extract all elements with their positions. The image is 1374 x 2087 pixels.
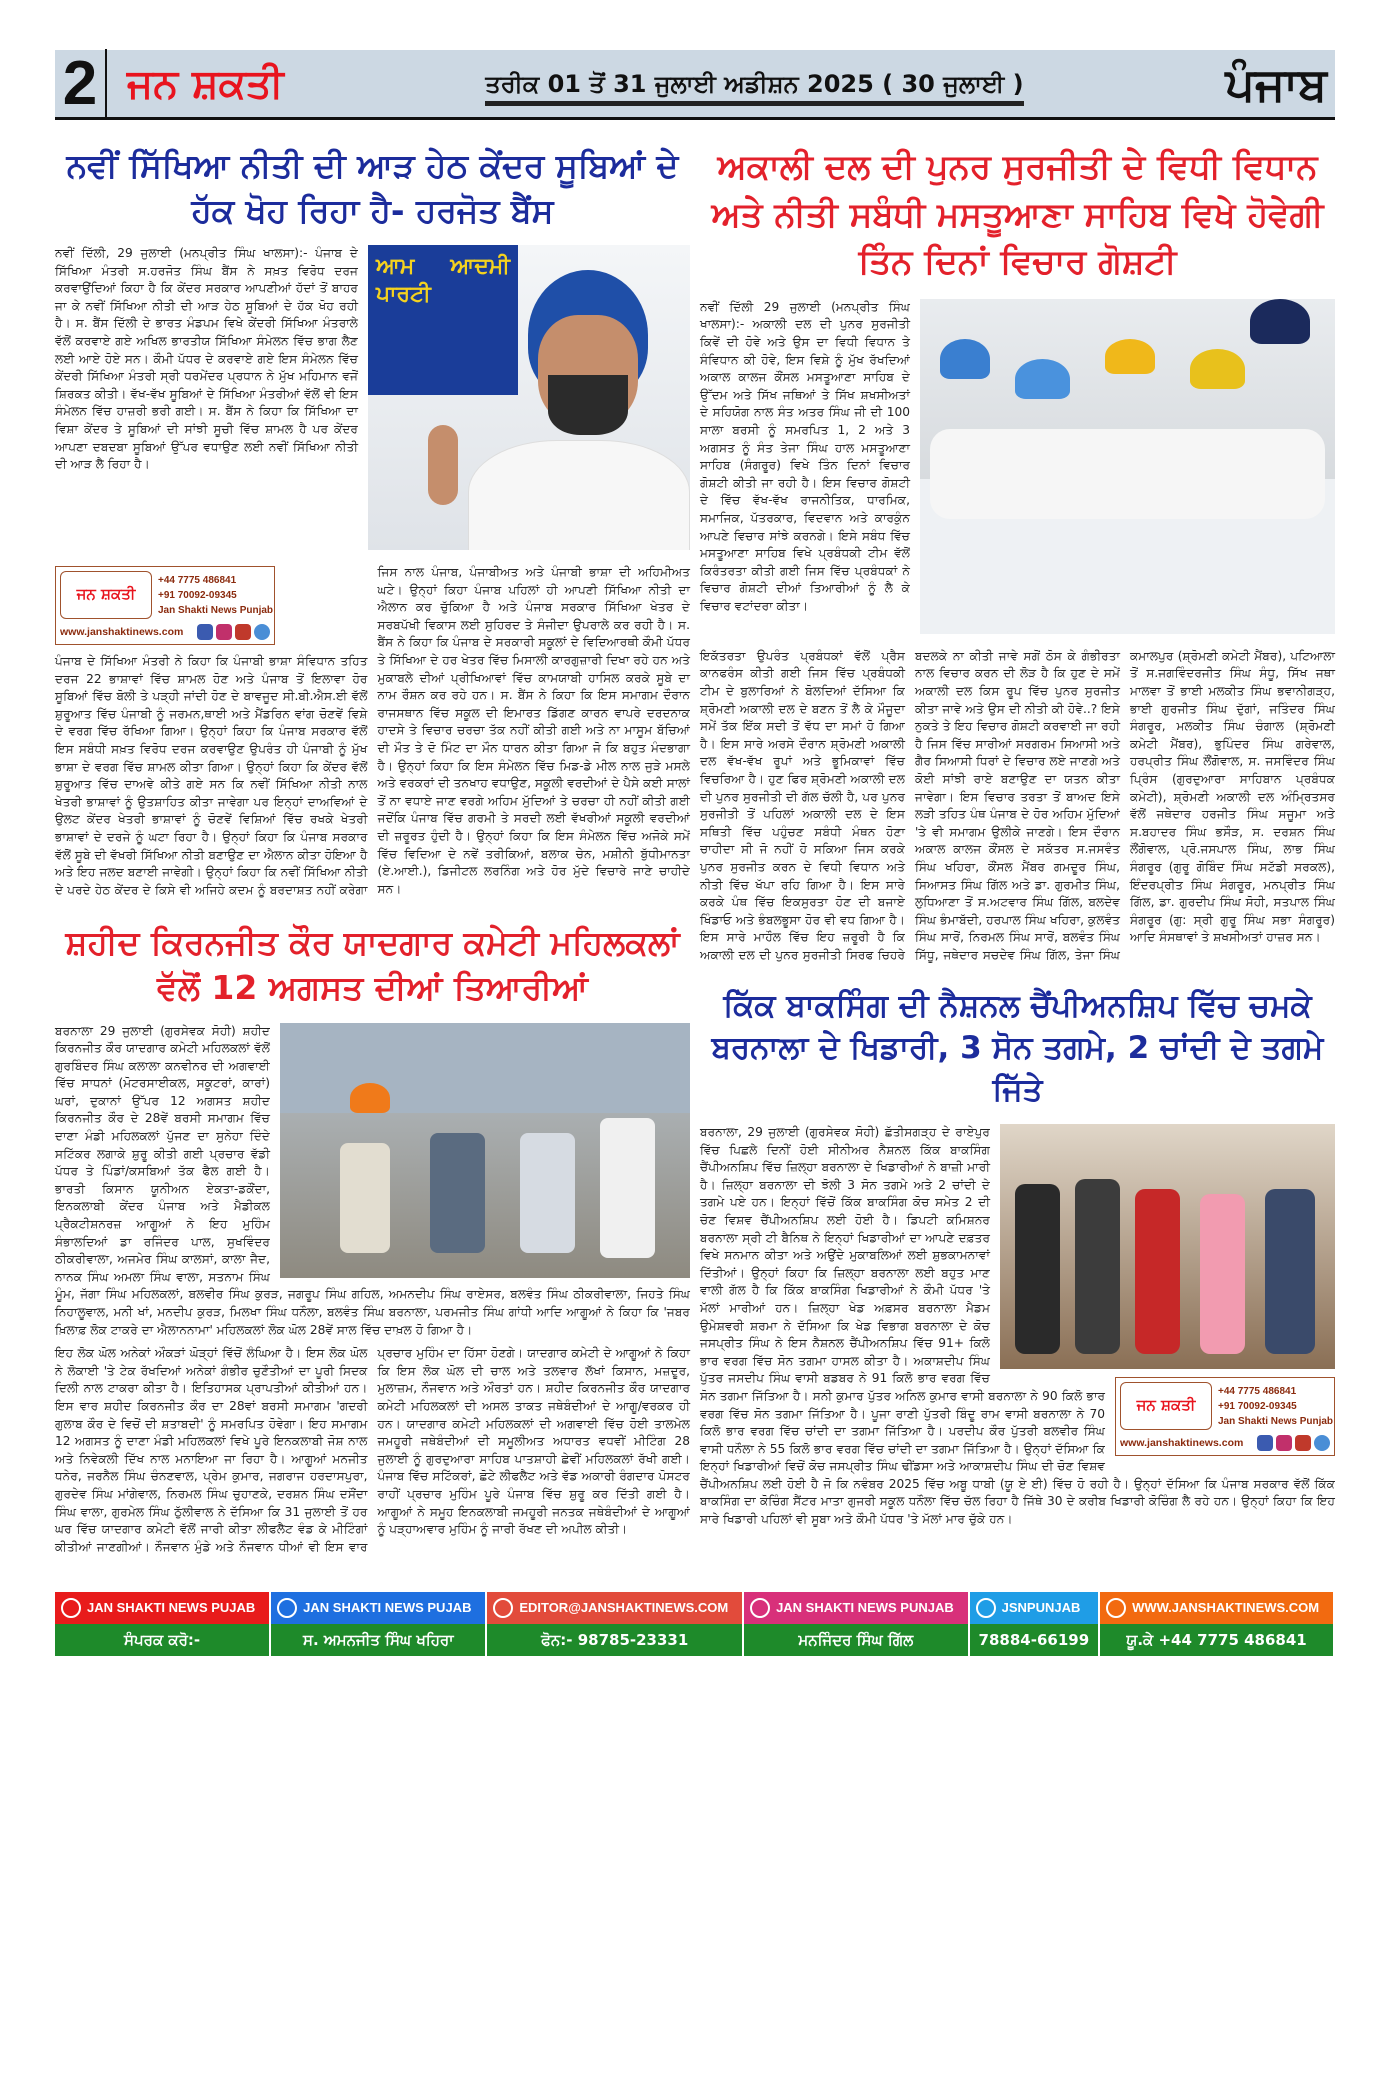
instagram-icon — [1276, 1435, 1292, 1451]
article-lead: ਨਵੀਂ ਦਿੱਲੀ 29 ਜੁਲਾਈ (ਮਨਪ੍ਰੀਤ ਸਿੰਘ ਖਾਲਸਾ):- ਅਕਾਲੀ ਦਲ ਦੀ ਪੁਨਰ ਸੁਰਜੀਤੀ ਕਿਵੇਂ ਦੀ ਹੋਵੇ ਅਤੇ ਉਸ ਦਾ ਵਿਧੀ ਵਿਧਾਨ ਤੇ ਸੰਵਿਧਾਨ ਕੀ ਹੋਵੇ, ਇਸ ਵਿਸ਼ੇ ਨੂੰ ਮੁੱਖ ਰੱਖਦਿਆਂ ਅਕਾਲ ਕਾਲਜ ਕੌਂਸਲ ਮਸਤੂਆਣਾ ਸਾਹਿਬ ਦੇ ਉੱਦਮ ਅਤੇ ਸਿੱਖ ਜਥਿਆਂ ਤੇ ਸਿੱਖ ਸ਼ਖਸੀਅਤਾਂ ਦੇ ਸਹਿਯੋਗ ਨਾਲ ਸੰਤ ਅਤਰ ਸਿੰਘ ਜੀ ਦੀ 100 ਸਾਲਾ ਬਰਸੀ ਨੂੰ ਸਮਰਪਿਤ 1, 2 ਅਤੇ 3 ਅਗਸਤ ਨੂੰ ਸੰਤ ਤੇਜਾ ਸਿੰਘ ਹਾਲ ਮਸਤੂਆਣਾ ਸਾਹਿਬ (ਸੰਗਰੂਰ) ਵਿਖੇ ਤਿੰਨ ਦਿਨਾਂ ਵਿਚਾਰ ਗੋਸ਼ਟੀ ਕੀਤੀ ਜਾ ਰਹੀ ਹੈ। ਇਸ ਵਿਚਾਰ ਗੋਸ਼ਟੀ ਦੇ ਵਿੱਚ ਵੱਖ-ਵੱਖ ਰਾਜਨੀਤਿਕ, ਧਾਰਮਿਕ, ਸਮਾਜਿਕ, ਪੱਤਰਕਾਰ, ਵਿਦਵਾਨ ਅਤੇ ਕਾਰਕੁੰਨ ਆਪਣੇ ਵਿਚਾਰ ਸਾਂਝੇ ਕਰਨਗੇ। ਇਸੇ ਸਬੰਧ ਵਿੱਚ ਮਸਤੂਆਣਾ ਸਾਹਿਬ ਵਿਖੇ ਪ੍ਰਬੰਧਕੀ ਟੀਮ ਵੱਲੋਂ ਕਿਰੰਤਰਤਾ ਕੀਤੀ ਗਈ ਜਿਸ ਵਿੱਚ ਪ੍ਰਬੰਧਕਾਂ ਨੇ ਵਿਚਾਰ ਗੋਸ਼ਟੀ ਦੀਆਂ ਤਿਆਰੀਆਂ ਨੂੰ ਲੈ ਕੇ ਵਿਚਾਰ ਵਟਾਂਦਰਾ ਕੀਤਾ। — [700, 299, 910, 613]
footer-link-label: JSNPUNJAB — [1001, 1600, 1081, 1616]
article-lead-block — [700, 299, 1335, 642]
footer-link-globe[interactable] — [1100, 1592, 1335, 1624]
footer-link-facebook[interactable] — [271, 1592, 487, 1624]
headline-akali-dal: ਅਕਾਲੀ ਦਲ ਦੀ ਪੁਨਰ ਸੁਰਜੀਤੀ ਦੇ ਵਿਧੀ ਵਿਧਾਨ ਅਤੇ ਨੀਤੀ ਸਬੰਧੀ ਮਸਤੂਆਣਾ ਸਾਹਿਬ ਵਿਖੇ ਹੋਵੇਗੀ ਤਿੰਨ ਦਿਨਾਂ ਵਿਚਾਰ ਗੋਸ਼ਟੀ — [711, 147, 1324, 283]
right-column — [700, 144, 1335, 1578]
ad-website: www.janshaktinews.com — [60, 626, 184, 639]
youtube-icon — [61, 1598, 81, 1618]
article-body-text: ਪੰਜਾਬ ਦੇ ਸਿੱਖਿਆ ਮੰਤਰੀ ਨੇ ਕਿਹਾ ਕਿ ਪੰਜਾਬੀ ਭਾਸ਼ਾ ਸੰਵਿਧਾਨ ਤਹਿਤ ਦਰਜ 22 ਭਾਸ਼ਾਵਾਂ ਵਿੱਚ ਸ਼ਾਮਲ ਹੋਣ ਅਤੇ ਪੰਜਾਬ ਤੋਂ ਇਲਾਵਾ ਹੋਰ ਸੂਬਿਆਂ ਵਿੱਚ ਬੋਲੀ ਤੇ ਪੜ੍ਹੀ ਜਾਂਦੀ ਹੋਣ ਦੇ ਬਾਵਜੂਦ ਸੀ.ਬੀ.ਐਸ.ਈ ਵੱਲੋਂ ਸ਼ੁਰੂਆਤ ਵਿੱਚ ਪੰਜਾਬੀ ਨੂੰ ਜਰਮਨ,ਥਾਈ ਅਤੇ ਮੈਂਡਰਿਨ ਵਾਂਗ ਚੋਣਵੇਂ ਵਿਸ਼ੇ ਦੇ ਵਰਗ ਵਿੱਚ ਰੱਖਿਆ ਗਿਆ। ਉਨ੍ਹਾਂ ਕਿਹਾ ਕਿ ਪੰਜਾਬ ਸਰਕਾਰ ਵੱਲੋਂ ਇਸ ਸਬੰਧੀ ਸਖ਼ਤ ਵਿਰੋਧ ਦਰਜ ਕਰਵਾਉਣ ਉਪਰੰਤ ਹੀ ਪੰਜਾਬੀ ਨੂੰ ਮੁੱਖ ਭਾਸ਼ਾ ਦੇ ਵਰਗ ਵਿੱਚ ਸ਼ਾਮਲ ਕੀਤਾ ਗਿਆ। ਉਨ੍ਹਾਂ ਕਿਹਾ ਕਿ ਕੇਂਦਰ ਵੱਲੋਂ ਸ਼ੁਰੂਆਤ ਵਿੱਚ ਦਾਅਵੇ ਕੀਤੇ ਗਏ ਸਨ ਕਿ ਨਵੀਂ ਸਿੱਖਿਆ ਨੀਤੀ ਨਾਲ ਖੇਤਰੀ ਭਾਸ਼ਾਵਾਂ ਨੂੰ ਉਤਸ਼ਾਹਿਤ ਕੀਤਾ ਜਾਵੇਗਾ ਪਰ ਇਨ੍ਹਾਂ ਦਾਅਵਿਆਂ ਦੇ ਉਲਟ ਕੇਂਦਰ ਖੇਤਰੀ ਭਾਸ਼ਾਵਾਂ ਨੂੰ ਚੋਣਵੇਂ ਵਿਸ਼ਿਆਂ ਵਿੱਚ ਰਖਕੇ ਖੇਤਰੀ ਭਾਸ਼ਾਵਾਂ ਦੇ ਦਰਜੇ ਨੂੰ ਘਟਾ ਰਿਹਾ ਹੈ। ਉਨ੍ਹਾਂ ਕਿਹਾ ਕਿ ਪੰਜਾਬ ਸਰਕਾਰ ਵੱਲੋਂ ਸੂਬੇ ਦੀ ਵੱਖਰੀ ਸਿੱਖਿਆ ਨੀਤੀ ਬਣਾਉਣ ਦਾ ਐਲਾਨ ਕੀਤਾ ਹੋਇਆ ਹੈ ਅਤੇ ਇਹ ਜਲਦ ਬਣਾਈ ਜਾਵੇਗੀ। ਉਨ੍ਹਾਂ ਕਿਹਾ ਕਿ ਨਵੀਂ ਸਿੱਖਿਆ ਨੀਤੀ ਦੇ ਪਰਦੇ ਹੇਠ ਕੇਂਦਰ ਦੇ ਕਿਸੇ ਵੀ ਅਜਿਹੇ ਕਦਮ ਨੂੰ ਬਰਦਾਸ਼ਤ ਨਹੀਂ ਕਰੇਗਾ ਜਿਸ ਨਾਲ ਪੰਜਾਬ, ਪੰਜਾਬੀਅਤ ਅਤੇ ਪੰਜਾਬੀ ਭਾਸ਼ਾ ਦੀ ਅਹਿਮੀਅਤ ਘਟੇ। ਉਨ੍ਹਾਂ ਕਿਹਾ ਪੰਜਾਬ ਪਹਿਲਾਂ ਹੀ ਆਪਣੀ ਸਿੱਖਿਆ ਨੀਤੀ ਦਾ ਐਲਾਨ ਕਰ ਚੁੱਕਿਆ ਹੈ ਅਤੇ ਪੰਜਾਬ ਸਰਕਾਰ ਸਿੱਖਿਆ ਖੇਤਰ ਦੇ ਸਰਬਪੱਖੀ ਵਿਕਾਸ ਲਈ ਸੁਹਿਰਦ ਤੇ ਸੰਜੀਦਾ ਉਪਰਾਲੇ ਕਰ ਰਹੀ ਹੈ। ਸ. ਬੈਂਸ ਨੇ ਕਿਹਾ ਕਿ ਪੰਜਾਬ ਦੇ ਸਰਕਾਰੀ ਸਕੂਲਾਂ ਦੇ ਵਿਦਿਆਰਥੀ ਕੌਮੀ ਪੱਧਰ ਤੇ ਸਿੱਖਿਆ ਦੇ ਹਰ ਖੇਤਰ ਵਿੱਚ ਮਿਸਾਲੀ ਕਾਰਗੁਜ਼ਾਰੀ ਦਿਖਾ ਰਹੇ ਹਨ ਅਤੇ ਮੁਕਾਬਲੇ ਦੀਆਂ ਪ੍ਰੀਖਿਆਵਾਂ ਵਿੱਚ ਕਾਮਯਾਬੀ ਹਾਸਿਲ ਕਰਕੇ ਸੂਬੇ ਦਾ ਨਾਮ ਰੌਸ਼ਨ ਕਰ ਰਹੇ ਹਨ। ਸ. ਬੈਂਸ ਨੇ ਕਿਹਾ ਕਿ ਇਸ ਸਮਾਗਮ ਦੌਰਾਨ ਰਾਜਸਥਾਨ ਵਿੱਚ ਸਕੂਲ ਦੀ ਇਮਾਰਤ ਡਿੱਗਣ ਕਾਰਨ ਵਾਪਰੇ ਦਰਦਨਾਕ ਹਾਦਸੇ ਤੇ ਵਿਚਾਰ ਚਰਚਾ ਤੱਕ ਨਹੀਂ ਕੀਤੀ ਗਈ ਅਤੇ ਨਾ ਮਾਸੂਮ ਬੱਚਿਆਂ ਦੀ ਮੌਤ ਤੇ ਦੋ ਮਿੰਟ ਦਾ ਮੌਨ ਧਾਰਨ ਕੀਤਾ ਗਿਆ ਜੋ ਕਿ ਬਹੁਤ ਮੰਦਭਾਗਾ ਹੈ। ਉਨ੍ਹਾਂ ਕਿਹਾ ਕਿ ਇਸ ਸੰਮੇਲਨ ਵਿੱਚ ਮਿਡ-ਡੇ ਮੀਲ ਨਾਲ ਜੁੜੇ ਮਸਲੇ ਅਤੇ ਵਰਕਰਾਂ ਦੀ ਤਨਖਾਹ ਵਧਾਉਣ, ਸਕੂਲੀ ਵਰਦੀਆਂ ਦੇ ਪੈਸੇ ਕਈ ਸਾਲਾਂ ਤੋਂ ਨਾ ਵਧਾਏ ਜਾਣ ਵਰਗੇ ਅਹਿਮ ਮੁੱਦਿਆਂ ਤੇ ਚਰਚਾ ਹੀ ਨਹੀਂ ਕੀਤੀ ਗਈ ਜਦੋਂਕਿ ਪੰਜਾਬ ਵਿੱਚ ਗਰਮੀ ਤੇ ਸਰਦੀ ਲਈ ਵੱਖਰੀਆਂ ਸਕੂਲੀ ਵਰਦੀਆਂ ਦੀ ਜ਼ਰੂਰਤ ਹੁੰਦੀ ਹੈ। ਉਨ੍ਹਾਂ ਕਿਹਾ ਕਿ ਇਸ ਸੰਮੇਲਨ ਵਿੱਚ ਅਜੋਕੇ ਸਮੇਂ ਵਿੱਚ ਵਿਦਿਆ ਦੇ ਨਵੇਂ ਤਰੀਕਿਆਂ, ਬਲਾਕ ਚੇਨ, ਮਸ਼ੀਨੀ ਬੁੱਧੀਮਾਨਤਾ (ਏ.ਆਈ.), ਡਿਜੀਟਲ ਲਰਨਿੰਗ ਅਤੇ ਹੋਰ ਮੁੱਦੇ ਵਿਚਾਰੇ ਜਾਣੇ ਚਾਹੀਦੇ ਸਨ। — [55, 565, 690, 897]
article-lead: ਨਵੀਂ ਦਿੱਲੀ, 29 ਜੁਲਾਈ (ਮਨਪ੍ਰੀਤ ਸਿੰਘ ਖਾਲਸਾ):- ਪੰਜਾਬ ਦੇ ਸਿੱਖਿਆ ਮੰਤਰੀ ਸ.ਹਰਜੋਤ ਸਿੰਘ ਬੈਂਸ ਨੇ ਸਖ਼ਤ ਵਿਰੋਧ ਦਰਜ ਕਰਵਾਉਂਦਿਆਂ ਕਿਹਾ ਹੈ ਕਿ ਕੇਂਦਰ ਸਰਕਾਰ ਆਪਣੀਆਂ ਹੱਦਾਂ ਤੋਂ ਬਾਹਰ ਜਾ ਕੇ ਨਵੀਂ ਸਿੱਖਿਆ ਨੀਤੀ ਦੀ ਆੜ ਹੇਠ ਸੂਬਿਆਂ ਦੇ ਹੱਕ ਖੋਹ ਰਹੀ ਹੈ। ਸ. ਬੈਂਸ ਦਿੱਲੀ ਦੇ ਭਾਰਤ ਮੰਡਪਮ ਵਿਖੇ ਕੇਂਦਰੀ ਸਿੱਖਿਆ ਮੰਤਰਾਲੇ ਵੱਲੋਂ ਕਰਵਾਏ ਗਏ ਅਖਿਲ ਭਾਰਤੀਯ ਸਿੱਖਿਆ ਸੰਮੇਲਨ ਵਿੱਚ ਭਾਗ ਲੈਣ ਲਈ ਆਏ ਹੋਏ ਸਨ। ਕੌਮੀ ਪੱਧਰ ਦੇ ਕਰਵਾਏ ਗਏ ਇਸ ਸੰਮੇਲਨ ਵਿੱਚ ਕੇਂਦਰੀ ਸਿੱਖਿਆ ਮੰਤਰੀ ਸ੍ਰੀ ਧਰਮੇਂਦਰ ਪ੍ਰਧਾਨ ਨੇ ਮੁੱਖ ਮਹਿਮਾਨ ਵਜੋਂ ਸ਼ਿਰਕਤ ਕੀਤੀ। ਵੱਖ-ਵੱਖ ਸੂਬਿਆਂ ਦੇ ਸਿੱਖਿਆ ਮੰਤਰੀਆਂ ਵੱਲੋਂ ਵੀ ਇਸ ਸੰਮੇਲਨ ਵਿੱਚ ਹਾਜ਼ਰੀ ਭਰੀ ਗਈ। ਸ. ਬੈਂਸ ਨੇ ਕਿਹਾ ਕਿ ਸਿੱਖਿਆ ਦਾ ਵਿਸ਼ਾ ਕੇਂਦਰ ਤੇ ਸੂਬਿਆਂ ਦੀ ਸਾਂਝੀ ਸੂਚੀ ਵਿੱਚ ਸ਼ਾਮਲ ਹੈ ਪਰ ਕੇਂਦਰ ਆਪਣਾ ਦਬਦਬਾ ਸੂਬਿਆਂ ਉੱਪਰ ਵਧਾਉਣ ਲਈ ਨਵੀਂ ਸਿੱਖਿਆ ਨੀਤੀ ਦੀ ਆੜ ਲੈ ਰਿਹਾ ਹੈ। — [55, 246, 358, 472]
article-education-policy — [55, 144, 690, 899]
footer-link-label: JAN SHAKTI NEWS PUJAB — [303, 1600, 472, 1616]
article-lead-block — [55, 1023, 690, 1340]
photo-kick-boxing-players — [1000, 1124, 1335, 1369]
footer-link-label: WWW.JANSHAKTINEWS.COM — [1132, 1600, 1320, 1616]
article-body-text: ਇਹ ਲੋਕ ਘੋਲ ਅਨੇਕਾਂ ਔਕੜਾਂ ਘੋੜ੍ਹਾਂ ਵਿੱਚੋਂ ਲੰਘਿਆ ਹੈ। ਇਸ ਲੋਕ ਘੋਲ ਨੇ ਲੋਕਾਈ 'ਤੇ ਟੇਕ ਰੱਖਦਿਆਂ ਅਨੇਕਾਂ ਗੰਭੀਰ ਚੁਣੌਤੀਆਂ ਦਾ ਪੂਰੀ ਸਿਦਕ ਦਿਲੀ ਨਾਲ ਟਾਕਰਾ ਕੀਤਾ ਹੈ। ਇਤਿਹਾਸਕ ਪ੍ਰਾਪਤੀਆਂ ਕੀਤੀਆਂ ਹਨ। ਇਸ ਵਾਰ ਸ਼ਹੀਦ ਕਿਰਨਜੀਤ ਕੌਰ ਦਾ 28ਵਾਂ ਬਰਸੀ ਸਮਾਗਮ 'ਗਦਰੀ ਗੁਲਾਬ ਕੌਰ ਦੇ ਵਿਚੋਂ ਦੀ ਸ਼ਤਾਬਦੀ' ਨੂੰ ਸਮਰਪਿਤ ਹੋਵੇਗਾ। ਇਹ ਸਮਾਗਮ 12 ਅਗਸਤ ਨੂੰ ਦਾਣਾ ਮੰਡੀ ਮਹਿਲਕਲਾਂ ਵਿਖੇ ਪੂਰੇ ਇਨਕਲਾਬੀ ਜੋਸ਼ ਨਾਲ ਅਤੇ ਨਿਵੇਕਲੀ ਦਿੱਖ ਨਾਲ ਮਨਾਇਆ ਜਾ ਰਿਹਾ ਹੈ। ਆਗੂਆਂ ਮਨਜੀਤ ਧਨੇਰ, ਜਰਨੈਲ ਸਿੰਘ ਚੰਨਣਵਾਲ, ਪ੍ਰੇਮ ਕੁਮਾਰ, ਜਗਰਾਜ ਹਰਦਾਸਪੁਰਾ, ਗੁਰਦੇਵ ਸਿੰਘ ਮਾਂਗੇਵਾਲ, ਨਿਰਮਲ ਸਿੰਘ ਚੁਹਾਣਕੇ, ਦਰਸ਼ਨ ਸਿੰਘ ਦਸੌਂਦਾ ਸਿੰਘ ਵਾਲਾ, ਗੁਰਮੇਲ ਸਿੰਘ ਠੁੱਲੀਵਾਲ ਨੇ ਦੱਸਿਆ ਕਿ 31 ਜੁਲਾਈ ਤੋਂ ਹਰ ਘਰ ਵਿੱਚ ਯਾਦਗਾਰ ਕਮੇਟੀ ਵੱਲੋਂ ਜਾਰੀ ਕੀਤਾ ਲੀਫਲੈਟ ਵੰਡ ਕੇ ਮੀਟਿੰਗਾਂ ਕੀਤੀਆਂ ਜਾਣਗੀਆਂ। ਨੌਜਵਾਨ ਮੁੰਡੇ ਅਤੇ ਨੌਜਵਾਨ ਧੀਆਂ ਵੀ ਇਸ ਵਾਰ ਪ੍ਰਚਾਰ ਮੁਹਿੰਮ ਦਾ ਹਿੱਸਾ ਹੋਣਗੇ। ਯਾਦਗਾਰ ਕਮੇਟੀ ਦੇ ਆਗੂਆਂ ਨੇ ਕਿਹਾ ਕਿ ਇਸ ਲੋਕ ਘੋਲ ਦੀ ਚਾਲ ਅਤੇ ਤਲਵਾਰ ਲੱਖਾਂ ਕਿਸਾਨ, ਮਜ਼ਦੂਰ, ਮੁਲਾਜ਼ਮ, ਨੌਜਵਾਨ ਅਤੇ ਔਰਤਾਂ ਹਨ। ਸ਼ਹੀਦ ਕਿਰਨਜੀਤ ਕੌਰ ਯਾਦਗਾਰ ਕਮੇਟੀ ਮਹਿਲਕਲਾਂ ਦੀ ਅਸਲ ਤਾਕਤ ਜਥੇਬੰਦੀਆਂ ਦੇ ਆਗੂ/ਵਰਕਰ ਹੀ ਹਨ। ਯਾਦਗਾਰ ਕਮੇਟੀ ਮਹਿਲਕਲਾਂ ਦੀ ਅਗਵਾਈ ਵਿੱਚ ਹੋਈ ਤਾਲਮੇਲ ਜਮਹੂਰੀ ਜਥੇਬੰਦੀਆਂ ਦੀ ਸਮੂਲੀਅਤ ਅਧਾਰਤ ਵਧਵੀਂ ਮੀਟਿੰਗ 28 ਜੁਲਾਈ ਨੂੰ ਗੁਰਦੁਆਰਾ ਸਾਹਿਬ ਪਾਤਸ਼ਾਹੀ ਛੇਵੀਂ ਮਹਿਲਕਲਾਂ ਰੱਖੀ ਗਈ। ਪੰਜਾਬ ਵਿੱਚ ਸਟਿੱਕਰਾਂ, ਛੋਟੇ ਲੀਫਲੈਟ ਅਤੇ ਵੱਡ ਅਕਾਰੀ ਰੰਗਦਾਰ ਪੋਸਟਰ ਰਾਹੀਂ ਪ੍ਰਚਾਰ ਮੁਹਿੰਮ ਪੂਰੇ ਪੰਜਾਬ ਵਿੱਚ ਸ਼ੁਰੂ ਕਰ ਦਿੱਤੀ ਗਈ ਹੈ। ਆਗੂਆਂ ਨੇ ਸਮੂਹ ਇਨਕਲਾਬੀ ਜਮਹੂਰੀ ਜਨਤਕ ਜਥੇਬੰਦੀਆਂ ਦੇ ਆਗੂਆਂ ਨੂੰ ਪੜ੍ਹਾਅਵਾਰ ਮੁਹਿੰਮ ਨੂੰ ਜਾਰੀ ਰੱਖਣ ਦੀ ਅਪੀਲ ਕੀਤੀ। — [55, 1346, 690, 1554]
article-kiranjit-kaur — [55, 921, 690, 1556]
article-lead-block — [55, 245, 690, 558]
footer-contact: ਸ. ਅਮਨਜੀਤ ਸਿੰਘ ਖਹਿਰਾ — [271, 1624, 487, 1656]
footer-link-label: JAN SHAKTI NEWS PUNJAB — [776, 1600, 954, 1616]
article-body — [55, 564, 690, 899]
photo-harjot-bains — [368, 245, 690, 550]
article-body — [55, 1345, 690, 1556]
left-column — [55, 144, 690, 1578]
ad-phone-india: +91 70092-09345 — [158, 589, 237, 601]
footer-link-gmail[interactable] — [487, 1592, 744, 1624]
article-akali-dal — [700, 144, 1335, 964]
article-lead: ਬਰਨਾਲਾ 29 ਜੁਲਾਈ (ਗੁਰਸੇਵਕ ਸੋਹੀ) ਸ਼ਹੀਦ ਕਿਰਨਜੀਤ ਕੌਰ ਯਾਦਗਾਰ ਕਮੇਟੀ ਮਹਿਲਕਲਾਂ ਵੱਲੋਂ ਗੁਰਬਿੰਦਰ ਸਿੰਘ ਕਲਾਲਾ ਕਨਵੀਨਰ ਦੀ ਅਗਵਾਈ ਵਿੱਚ ਸਾਧਨਾਂ (ਮੋਟਰਸਾਈਕਲ, ਸਕੂਟਰਾਂ, ਕਾਰਾਂ) ਘਰਾਂ, ਦੁਕਾਨਾਂ ਉੱਪਰ 12 ਅਗਸਤ ਸ਼ਹੀਦ ਕਿਰਨਜੀਤ ਕੌਰ ਦੇ 28ਵੇਂ ਬਰਸੀ ਸਮਾਗਮ ਵਿੱਚ ਦਾਣਾ ਮੰਡੀ ਮਹਿਲਕਲਾਂ ਪੁੱਜਣ ਦਾ ਸੁਨੇਹਾ ਦਿੰਦੇ ਸਟਿੱਕਰ ਲਗਾਕੇ ਸ਼ੁਰੂ ਕੀਤੀ ਗਈ ਪ੍ਰਚਾਰ ਵੱਡੀ ਪੱਧਰ ਤੇ ਪਿੰਡਾਂ/ਕਸਬਿਆਂ ਤੱਕ ਫੈਲ ਗਈ ਹੈ। ਭਾਰਤੀ ਕਿਸਾਨ ਯੂਨੀਅਨ ਏਕਤਾ-ਡਕੌਂਦਾ, ਇਨਕਲਾਬੀ ਕੇਂਦਰ ਪੰਜਾਬ ਅਤੇ ਮੈਡੀਕਲ ਪ੍ਰੈਕਟੀਸ਼ਨਰਜ਼ ਆਗੂਆਂ ਨੇ ਇਹ ਮੁਹਿੰਮ ਸੰਭਾਲਦਿਆਂ ਡਾ ਰਜਿੰਦਰ ਪਾਲ, ਸੁਖਵਿੰਦਰ ਠੀਕਰੀਵਾਲਾ, ਅਜਮੇਰ ਸਿੰਘ ਕਾਲਸਾਂ, ਕਾਲਾ ਜੈਦ, ਨਾਨਕ ਸਿੰਘ ਅਮਲਾ ਸਿੰਘ ਵਾਲਾ, ਸਤਨਾਮ ਸਿੰਘ ਮੂੰਮ, ਜੱਗਾ ਸਿੰਘ ਮਹਿਲਕਲਾਂ, ਬਲਵੀਰ ਸਿੰਘ ਕੁਰੜ, ਜਗਰੂਪ ਸਿੰਘ ਗਹਿਲ, ਅਮਨਦੀਪ ਸਿੰਘ ਰਾਏਸਰ, ਬਲਵੰਤ ਸਿੰਘ ਠੀਕਰੀਵਾਲਾ, ਜਿਹਤੇ ਸਿੰਘ ਨਿਹਾਲੂਵਾਲ, ਮਨੀ ਖਾਂ, ਮਨਦੀਪ ਕੁਰੜ, ਮਿਲਖਾ ਸਿੰਘ ਧਨੌਲਾ, ਬਲਵੰਤ ਸਿੰਘ ਬਰਨਾਲਾ, ਪਰਮਜੀਤ ਸਿੰਘ ਗਾਂਧੀ ਆਦਿ ਆਗੂਆਂ ਨੇ ਕਿਹਾ ਕਿ 'ਜਬਰ ਖ਼ਿਲਾਫ਼ ਲੋਕ ਟਾਕਰੇ ਦਾ ਐਲਾਨਨਾਮਾ' ਮਹਿਲਕਲਾਂ ਲੋਕ ਘੋਲ 28ਵੇਂ ਸਾਲ ਵਿੱਚ ਦਾਖ਼ਲ ਹੋ ਗਿਆ ਹੈ। — [55, 1023, 690, 1337]
twitter-icon — [1314, 1435, 1330, 1451]
article-kick-boxing — [700, 986, 1335, 1528]
party-banner-text: ਆਮ ਆਦਮੀ ਪਾਰਟੀ — [376, 254, 510, 308]
ad-website: www.janshaktinews.com — [1120, 1437, 1244, 1449]
instagram-icon — [216, 624, 232, 640]
page-number: 2 — [55, 49, 107, 119]
article-body — [700, 648, 1335, 965]
footer-link-youtube[interactable] — [55, 1592, 271, 1624]
headline-kick-boxing: ਕਿੱਕ ਬਾਕਸਿੰਗ ਦੀ ਨੈਸ਼ਨਲ ਚੈਂਪੀਅਨਸ਼ਿਪ ਵਿੱਚ ਚਮਕੇ ਬਰਨਾਲਾ ਦੇ ਖਿਡਾਰੀ, 3 ਸੋਨ ਤਗਮੇ, 2 ਚਾਂਦੀ ਦੇ ਤਗਮੇ ਜਿੱਤੇ — [711, 988, 1324, 1109]
footer-contact: ਫੋਨ:- 98785-23331 — [487, 1624, 744, 1656]
newspaper-logo: ਜਨ ਸ਼ਕਤੀ — [127, 60, 284, 107]
ad-logo: ਜਨ ਸ਼ਕਤੀ — [1120, 1382, 1212, 1430]
footer-link-instagram[interactable] — [744, 1592, 970, 1624]
photo-motorcycle-rally — [280, 1023, 690, 1278]
edition-date-wrap — [304, 66, 1206, 102]
twitter-icon — [976, 1598, 996, 1618]
contact-footer — [55, 1592, 1335, 1656]
twitter-icon — [254, 624, 270, 640]
ad-name: Jan Shakti News Punjab — [1218, 1415, 1334, 1427]
gmail-icon — [493, 1598, 513, 1618]
instagram-icon — [750, 1598, 770, 1618]
footer-contact: ਯੂ.ਕੇ +44 7775 486841 — [1100, 1624, 1335, 1656]
photo-press-conference — [920, 299, 1335, 634]
ad-phone-india: +91 70092-09345 — [1218, 1400, 1297, 1412]
article-body — [700, 1124, 1335, 1529]
facebook-icon — [197, 624, 213, 640]
footer-contact: 78884-66199 — [970, 1624, 1100, 1656]
footer-contact: ਸੰਪਰਕ ਕਰੋ:- — [55, 1624, 271, 1656]
ad-phone-uk: +44 7775 486841 — [1218, 1385, 1297, 1397]
jan-shakti-ad[interactable] — [1115, 1377, 1335, 1456]
footer-link-twitter[interactable] — [970, 1592, 1100, 1624]
article-lead-text: ਬਰਨਾਲਾ, 29 ਜੁਲਾਈ (ਗੁਰਸੇਵਕ ਸੋਹੀ) ਛੱਤੀਸਗੜ੍ਹ ਦੇ ਰਾਏਪੁਰ ਵਿੱਚ ਪਿਛਲੇ ਦਿਨੀਂ ਹੋਈ ਸੀਨੀਅਰ ਨੈਸ਼ਨਲ ਕਿੱਕ ਬਾਕਸਿੰਗ ਚੈਂਪੀਅਨਸ਼ਿਪ ਵਿੱਚ ਜ਼ਿਲ੍ਹਾ ਬਰਨਾਲਾ ਦੇ ਖਿਡਾਰੀਆਂ ਨੇ ਬਾਜ਼ੀ ਮਾਰੀ ਹੈ। ਜ਼ਿਲ੍ਹਾ ਬਰਨਾਲਾ ਦੀ ਝੋਲੀ 3 ਸੋਨ ਤਗਮੇ ਅਤੇ 2 ਚਾਂਦੀ ਦੇ ਤਗਮੇ ਪਏ ਹਨ। ਇਨ੍ਹਾਂ ਵਿੱਚੋਂ ਕਿੱਕ ਬਾਕਸਿੰਗ ਕੋਚ ਸਮੇਤ 2 ਦੀ ਚੋਣ ਵਿਸ਼ਵ ਚੈਂਪੀਅਨਸ਼ਿਪ ਲਈ ਹੋਈ ਹੈ। ਡਿਪਟੀ ਕਮਿਸ਼ਨਰ ਬਰਨਾਲਾ ਸ੍ਰੀ ਟੀ ਬੈਨਿਥ ਨੇ ਇਨ੍ਹਾਂ ਖਿਡਾਰੀਆਂ ਦਾ ਆਪਣੇ ਦਫ਼ਤਰ ਵਿਖੇ ਸਨਮਾਨ ਕੀਤਾ ਅਤੇ ਅਉਂਦੇ ਮੁਕਾਬਲਿਆਂ ਲਈ ਸ਼ੁਭਕਾਮਨਾਵਾਂ ਦਿੱਤੀਆਂ। ਉਨ੍ਹਾਂ ਕਿਹਾ ਕਿ ਜ਼ਿਲ੍ਹਾ ਬਰਨਾਲਾ ਲਈ ਬਹੁਤ ਮਾਣ ਵਾਲੀ ਗੱਲ ਹੈ ਕਿ ਕਿੱਕ ਬਾਕਸਿੰਗ ਖਿਡਾਰੀਆਂ ਨੇ ਕੌਮੀ ਪੱਧਰ 'ਤੇ ਮੱਲਾਂ ਮਾਰੀਆਂ ਹਨ। ਜ਼ਿਲ੍ਹਾ ਖੇਡ ਅਫ਼ਸਰ ਬਰਨਾਲਾ ਮੈਡਮ ਉਮੇਸ਼ਵਰੀ ਸ਼ਰਮਾ ਨੇ ਦੱਸਿਆ ਕਿ ਖੇਡ ਵਿਭਾਗ ਬਰਨਾਲਾ ਦੇ ਕੋਚ ਜਸਪ੍ਰੀਤ ਸਿੰਘ ਨੇ ਇਸ ਨੈਸ਼ਨਲ ਚੈਂਪੀਅਨਸ਼ਿਪ ਵਿੱਚ 91+ ਕਿਲੋ ਭਾਰ ਵਰਗ ਵਿੱਚ ਸੋਨ ਤਗਮਾ ਹਾਸਲ ਕੀਤਾ ਹੈ। ਅਕਾਸ਼ਦੀਪ ਸਿੰਘ ਪੁੱਤਰ ਜਸਦੀਪ ਸਿੰਘ ਵਾਸੀ ਬਡਬਰ ਨੇ 91 ਕਿਲੋ ਭਾਰ ਵਰਗ ਵਿੱਚ ਸੋਨ ਤਗਮਾ ਜਿੱਤਿਆ ਹੈ। ਸਨੀ ਕੁਮਾਰ ਪੁੱਤਰ ਅਨਿਲ ਕੁਮਾਰ ਵਾਸੀ ਬਰਨਾਲਾ ਨੇ 90 ਕਿਲੋ ਭਾਰ ਵਰਗ ਵਿੱਚ ਸੋਨ ਤਗਮਾ ਜਿੱਤਿਆ ਹੈ। ਪੂਜਾ ਰਾਣੀ ਪੁੱਤਰੀ ਬਿੰਦੂ ਰਾਮ ਵਾਸੀ ਬਰਨਾਲਾ ਨੇ 70 ਕਿਲੋ ਭਾਰ ਵਰਗ ਵਿੱਚ ਚਾਂਦੀ ਦਾ ਤਗਮਾ ਜਿੱਤਿਆ ਹੈ। ਪਰਦੀਪ ਕੌਰ ਪੁੱਤਰੀ ਬਲਵੀਰ ਸਿੰਘ ਵਾਸੀ ਧਨੌਲਾ ਨੇ 55 ਕਿਲੋ ਭਾਰ ਵਰਗ ਵਿੱਚ ਚਾਂਦੀ ਦਾ ਤਗਮਾ ਜਿੱਤਿਆ ਹੈ। ਉਨ੍ਹਾਂ ਦੱਸਿਆ ਕਿ ਇਨ੍ਹਾਂ ਖਿਡਾਰੀਆਂ ਵਿਚੋਂ ਕੋਚ ਜਸਪ੍ਰੀਤ ਸਿੰਘ ਢੀਂਡਸਾ ਅਤੇ ਆਕਾਸ਼ਦੀਪ ਸਿੰਘ ਦੀ ਚੋਣ ਵਿਸ਼ਵ ਚੈਂਪੀਅਨਸ਼ਿਪ ਲਈ ਹੋਈ ਹੈ ਜੋ ਕਿ ਨਵੰਬਰ 2025 ਵਿੱਚ ਅਬੂ ਧਾਬੀ (ਯੂ ਏ ਈ) ਵਿੱਚ ਹੋ ਰਹੀ ਹੈ। ਉਨ੍ਹਾਂ ਦੱਸਿਆ ਕਿ ਪੰਜਾਬ ਸਰਕਾਰ ਵੱਲੋਂ ਕਿੱਕ ਬਾਕਸਿੰਗ ਦਾ ਕੋਚਿੰਗ ਸੈਂਟਰ ਮਾਤਾ ਗੁਜਰੀ ਸਕੂਲ ਧਨੌਲਾ ਵਿੱਚ ਚੱਲ ਰਿਹਾ ਹੈ ਜਿੱਥੇ 30 ਦੇ ਕਰੀਬ ਖਿਡਾਰੀ ਕੋਚਿੰਗ ਲੈ ਰਹੇ ਹਨ। ਉਨ੍ਹਾਂ ਕਿਹਾ ਕਿ ਇਹ ਸਾਰੇ ਖਿਡਾਰੀ ਪਹਿਲਾਂ ਵੀ ਸੂਬਾ ਅਤੇ ਕੌਮੀ ਪੱਧਰ 'ਤੇ ਮੱਲਾਂ ਮਾਰ ਚੁੱਕੇ ਹਨ। — [700, 1125, 1335, 1527]
masthead — [55, 50, 1335, 120]
youtube-icon — [235, 624, 251, 640]
article-body-text: ਇਕੱਤਰਤਾ ਉਪਰੰਤ ਪ੍ਰਬੰਧਕਾਂ ਵੱਲੋਂ ਪ੍ਰੈਸ ਕਾਨਫਰੰਸ ਕੀਤੀ ਗਈ ਜਿਸ ਵਿੱਚ ਪ੍ਰਬੰਧਕੀ ਟੀਮ ਦੇ ਬੁਲਾਰਿਆਂ ਨੇ ਬੋਲਦਿਆਂ ਦੱਸਿਆ ਕਿ ਸ਼੍ਰੋਮਣੀ ਅਕਾਲੀ ਦਲ ਦੇ ਬਣਨ ਤੋਂ ਲੈ ਕੇ ਮੌਜੂਦਾ ਸਮੇਂ ਤੱਕ ਇੱਕ ਸਦੀ ਤੋਂ ਵੱਧ ਦਾ ਸਮਾਂ ਹੋ ਗਿਆ ਹੈ। ਇਸ ਸਾਰੇ ਅਰਸੇ ਦੌਰਾਨ ਸ਼੍ਰੋਮਣੀ ਅਕਾਲੀ ਦਲ ਵੱਖ-ਵੱਖ ਰੂਪਾਂ ਅਤੇ ਭੂਮਿਕਾਵਾਂ ਵਿੱਚ ਵਿਚਰਿਆ ਹੈ। ਹੁਣ ਫਿਰ ਸ਼੍ਰੋਮਣੀ ਅਕਾਲੀ ਦਲ ਦੀ ਪੁਨਰ ਸੁਰਜੀਤੀ ਦੀ ਗੱਲ ਚੱਲੀ ਹੈ, ਪਰ ਪੁਨਰ ਸੁਰਜੀਤੀ ਤੋਂ ਪਹਿਲਾਂ ਅਕਾਲੀ ਦਲ ਦੇ ਇਸ ਸਥਿਤੀ ਵਿੱਚ ਪਹੁੰਚਣ ਸਬੰਧੀ ਮੰਥਨ ਹੋਣਾ ਚਾਹੀਦਾ ਸੀ ਜੋ ਨਹੀਂ ਹੋ ਸਕਿਆ ਜਿਸ ਕਰਕੇ ਪੁਨਰ ਸੁਰਜੀਤ ਕਰਨ ਦੇ ਵਿਧੀ ਵਿਧਾਨ ਅਤੇ ਨੀਤੀ ਵਿੱਚ ਖੱਪਾ ਰਹਿ ਗਿਆ ਹੈ। ਇਸ ਸਾਰੇ ਕਰਕੇ ਪੰਥ ਵਿੱਚ ਇਕਸੁਰਤਾ ਹੋਣ ਦੀ ਬਜਾਏ ਖਿੰਡਾਓ ਅਤੇ ਭੰਬਲਭੂਸਾ ਹੋਰ ਵੀ ਵਧ ਗਿਆ ਹੈ। ਇਸ ਸਾਰੇ ਮਾਹੌਲ ਵਿੱਚ ਇਹ ਜ਼ਰੂਰੀ ਹੈ ਕਿ ਅਕਾਲੀ ਦਲ ਦੀ ਪੁਨਰ ਸੁਰਜੀਤੀ ਸਿਰਫ ਚਿਹਰੇ ਬਦਲਕੇ ਨਾ ਕੀਤੀ ਜਾਵੇ ਸਗੋਂ ਠੋਸ ਕੇ ਗੰਭੀਰਤਾ ਨਾਲ ਵਿਚਾਰ ਕਰਨ ਦੀ ਲੋੜ ਹੈ ਕਿ ਹੁਣ ਦੇ ਸਮੇਂ ਅਕਾਲੀ ਦਲ ਕਿਸ ਰੂਪ ਵਿੱਚ ਪੁਨਰ ਸੁਰਜੀਤ ਕੀਤਾ ਜਾਵੇ ਅਤੇ ਉਸ ਦੀ ਨੀਤੀ ਕੀ ਹੋਵੇ..? ਇਸੇ ਨੁਕਤੇ ਤੇ ਇਹ ਵਿਚਾਰ ਗੋਸ਼ਟੀ ਕਰਵਾਈ ਜਾ ਰਹੀ ਹੈ ਜਿਸ ਵਿੱਚ ਸਾਰੀਆਂ ਸਰਗਰਮ ਸਿਆਸੀ ਅਤੇ ਗੈਰ ਸਿਆਸੀ ਧਿਰਾਂ ਦੇ ਵਿਚਾਰ ਲਏ ਜਾਣਗੇ ਅਤੇ ਕੋਈ ਸਾਂਝੀ ਰਾਏ ਬਣਾਉਣ ਦਾ ਯਤਨ ਕੀਤਾ ਜਾਵੇਗਾ। ਇਸ ਵਿਚਾਰ ਤਰਤਾ ਤੋਂ ਬਾਅਦ ਇਸੇ ਲੜੀ ਤਹਿਤ ਪੰਥ ਪੰਜਾਬ ਦੇ ਹੋਰ ਅਹਿਮ ਮੁੱਦਿਆਂ 'ਤੇ ਵੀ ਸਮਾਗਮ ਉਲੀਕੇ ਜਾਣਗੇ। ਇਸ ਦੌਰਾਨ ਅਕਾਲ ਕਾਲਜ ਕੌਂਸਲ ਦੇ ਸਕੱਤਰ ਸ.ਜਸਵੰਤ ਸਿੰਘ ਖਹਿਰਾ, ਕੌਂਸਲ ਮੈਂਬਰ ਗਮਦੂਰ ਸਿੰਘ, ਸਿਆਸਤ ਸਿੰਘ ਗਿੱਲ ਅਤੇ ਡਾ. ਗੁਰਮੀਤ ਸਿੰਘ, ਲੁਧਿਆਣਾ ਤੋਂ ਸ.ਅਟਵਾਰ ਸਿੰਘ ਗਿੱਲ, ਬਲਦੇਵ ਸਿੰਘ ਭੰਮਾਬੱਦੀ, ਹਰਪਾਲ ਸਿੰਘ ਖਹਿਰਾ, ਕੁਲਵੰਤ ਸਿੰਘ ਸਾਰੋਂ, ਨਿਰਮਲ ਸਿੰਘ ਸਾਰੋਂ, ਬਲਵੰਤ ਸਿੰਘ ਸਿੱਧੂ, ਜਥੇਦਾਰ ਸਚਦੇਵ ਸਿੰਘ ਗਿੱਲ, ਤੇਜਾ ਸਿੰਘ ਕਮਾਲਪੁਰ (ਸ਼੍ਰੋਮਣੀ ਕਮੇਟੀ ਮੈਂਬਰ), ਪਟਿਆਲਾ ਤੋਂ ਸ.ਜਗਵਿੰਦਰਜੀਤ ਸਿੰਘ ਸੰਧੂ, ਸਿੱਖ ਜਥਾ ਮਾਲਵਾ ਤੋਂ ਭਾਈ ਮਲਕੀਤ ਸਿੰਘ ਭਵਾਨੀਗੜ੍ਹ, ਭਾਈ ਗੁਰਜੀਤ ਸਿੰਘ ਦੁੱਗਾਂ, ਜਤਿੰਦਰ ਸਿੰਘ ਸੰਗਰੂਰ, ਮਲਕੀਤ ਸਿੰਘ ਚੰਗਾਲ (ਸ਼੍ਰੋਮਣੀ ਕਮੇਟੀ ਮੈਂਬਰ), ਭੁਪਿੰਦਰ ਸਿੰਘ ਗਰੇਵਾਲ, ਹਰਪ੍ਰੀਤ ਸਿੰਘ ਲੌਂਗੋਵਾਲ, ਸ. ਜਸਵਿੰਦਰ ਸਿੰਘ ਪ੍ਰਿੰਸ (ਗੁਰਦੁਆਰਾ ਸਾਹਿਬਾਨ ਪ੍ਰਬੰਧਕ ਕਮੇਟੀ), ਸ਼੍ਰੋਮਣੀ ਅਕਾਲੀ ਦਲ ਅੰਮ੍ਰਿਤਸਰ ਵੱਲੋਂ ਜਥੇਦਾਰ ਹਰਜੀਤ ਸਿੰਘ ਸਜੂਮਾ ਅਤੇ ਸ.ਬਹਾਦਰ ਸਿੰਘ ਭਸੌੜ, ਸ. ਦਰਸ਼ਨ ਸਿੰਘ ਲੌਂਗੋਵਾਲ, ਪ੍ਰੋ.ਜਸਪਾਲ ਸਿੰਘ, ਲਾਭ ਸਿੰਘ ਸੰਗਰੂਰ (ਗੁਰੂ ਗੋਬਿੰਦ ਸਿੰਘ ਸਟੱਡੀ ਸਰਕਲ), ਇੰਦਰਪ੍ਰੀਤ ਸਿੰਘ ਸੰਗਰੂਰ, ਮਨਪ੍ਰੀਤ ਸਿੰਘ ਗਿੱਲ, ਡਾ. ਗੁਰਦੀਪ ਸਿੰਘ ਸੋਹੀ, ਸਤਪਾਲ ਸਿੰਘ ਸੰਗਰੂਰ (ਗੁ: ਸ੍ਰੀ ਗੁਰੂ ਸਿੰਘ ਸਭਾ ਸੰਗਰੂਰ) ਆਦਿ ਸੰਸਥਾਵਾਂ ਤੇ ਸ਼ਖਸੀਅਤਾਂ ਹਾਜ਼ਰ ਸਨ। — [700, 648, 1335, 962]
headline-education-policy: ਨਵੀਂ ਸਿੱਖਿਆ ਨੀਤੀ ਦੀ ਆੜ ਹੇਠ ਕੇਂਦਰ ਸੂਬਿਆਂ ਦੇ ਹੱਕ ਖੋਹ ਰਿਹਾ ਹੈ- ਹਰਜੋਤ ਬੈਂਸ — [66, 146, 679, 230]
headline-kiranjit-kaur: ਸ਼ਹੀਦ ਕਿਰਨਜੀਤ ਕੌਰ ਯਾਦਗਾਰ ਕਮੇਟੀ ਮਹਿਲਕਲਾਂ ਵੱਲੋਂ 12 ਅਗਸਤ ਦੀਆਂ ਤਿਆਰੀਆਂ — [65, 923, 680, 1007]
ad-logo: ਜਨ ਸ਼ਕਤੀ — [60, 571, 152, 619]
facebook-icon — [1257, 1435, 1273, 1451]
ad-phone-uk: +44 7775 486841 — [158, 574, 237, 586]
edition-date: ਤਰੀਕ 01 ਤੋਂ 31 ਜੁਲਾਈ ਅਡੀਸ਼ਨ 2025 ( 30 ਜੁਲਾਈ ) — [485, 70, 1023, 106]
jan-shakti-ad[interactable] — [55, 566, 275, 645]
footer-link-label: EDITOR@JANSHAKTINEWS.COM — [519, 1600, 729, 1616]
section-title: ਪੰਜਾਬ — [1225, 56, 1327, 111]
globe-icon — [1106, 1598, 1126, 1618]
youtube-icon — [1295, 1435, 1311, 1451]
ad-name: Jan Shakti News Punjab — [158, 604, 274, 616]
footer-link-label: JAN SHAKTI NEWS PUJAB — [87, 1600, 256, 1616]
footer-contact: ਮਨਜਿੰਦਰ ਸਿੰਘ ਗਿੱਲ — [744, 1624, 970, 1656]
facebook-icon — [277, 1598, 297, 1618]
